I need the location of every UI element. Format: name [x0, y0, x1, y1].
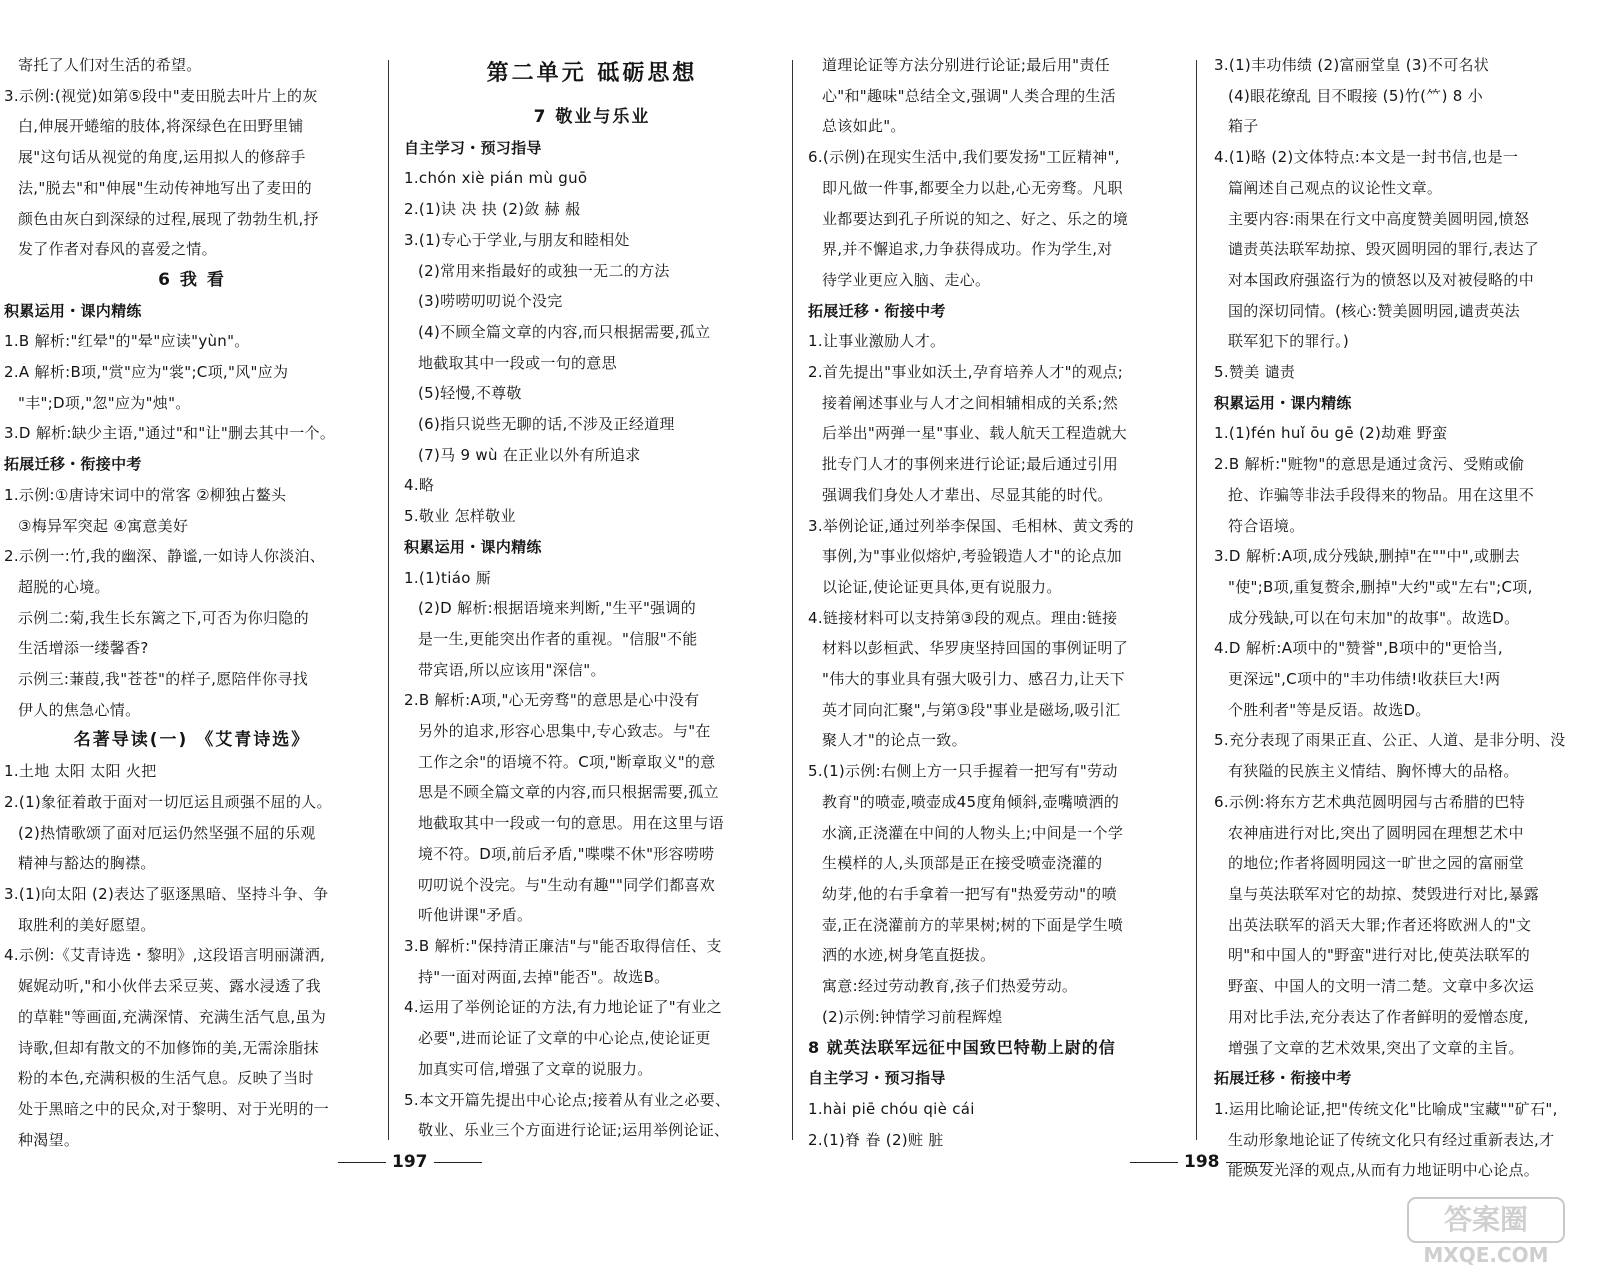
section-heading: 积累运用・课内精练	[404, 537, 542, 556]
answer-line: 出英法联军的滔天大罪;作者还将欧洲人的"文	[1228, 915, 1532, 934]
svg-text:MXQE.COM: MXQE.COM	[1423, 1243, 1549, 1267]
page-number-right: 198	[1124, 1152, 1280, 1172]
answer-line: 对本国政府强盗行为的愤怒以及对被侵略的中	[1228, 270, 1535, 289]
answer-line: 个胜利者"等是反语。故选D。	[1228, 700, 1431, 719]
answer-line: 2.B 解析:A项,"心无旁骛"的意思是心中没有	[404, 691, 700, 710]
section-heading: 积累运用・课内精练	[1214, 393, 1352, 412]
answer-line: 4.(1)略 (2)文体特点:本文是一封书信,也是一	[1214, 148, 1519, 167]
answer-line: 篇阐述自己观点的议论性文章。	[1228, 178, 1443, 197]
answer-line: 5.充分表现了雨果正直、公正、人道、是非分明、没	[1214, 731, 1566, 750]
answer-line: 符合语境。	[1228, 516, 1305, 535]
answer-line: 界,并不懈追求,力争获得成功。作为学生,对	[822, 240, 1113, 259]
watermark-logo	[1406, 1196, 1566, 1268]
answer-line: 聚人才"的论点一致。	[822, 731, 967, 750]
svg-text:答案圈: 答案圈	[1443, 1203, 1529, 1236]
answer-line: 6.(示例)在现实生活中,我们要发扬"工匠精神",	[808, 148, 1120, 167]
answer-line: 工作之余"的语境不符。C项,"断章取义"的意	[418, 752, 716, 771]
answer-line: 以论证,使论证更具体,更有说服力。	[822, 577, 1062, 596]
answer-line: 展"这句话从视觉的角度,运用拟人的修辞手	[18, 148, 306, 167]
answer-line: 幼芽,他的右手拿着一把写有"热爱劳动"的喷	[822, 884, 1117, 903]
answer-line: 3.B 解析:"保持清正廉洁"与"能否取得信任、支	[404, 936, 722, 955]
answer-line: "丰";D项,"忽"应为"烛"。	[18, 393, 191, 412]
answer-line: 思是不顾全篇文章的内容,而只根据需要,孤立	[418, 783, 719, 802]
answer-line: 壶,正在浇灌前方的苹果树;树的下面是学生喷	[822, 915, 1124, 934]
answer-line: (4)不顾全篇文章的内容,而只根据需要,孤立	[418, 322, 711, 341]
answer-line: (2)热情歌颂了面对厄运仍然坚强不屈的乐观	[18, 823, 316, 842]
answer-line: 更深远",C项中的"丰功伟绩!收获巨大!两	[1228, 670, 1501, 689]
answer-line: 3.(1)向太阳 (2)表达了驱逐黑暗、坚持斗争、争	[4, 884, 329, 903]
answer-line: 生动形象地论证了传统文化只有经过重新表达,才	[1228, 1130, 1555, 1149]
answer-line: 伊人的焦急心情。	[18, 700, 141, 719]
answer-line: 能焕发光泽的观点,从而有力地证明中心论点。	[1228, 1161, 1540, 1180]
answer-line: 强调我们身处人才辈出、尽显其能的时代。	[822, 485, 1113, 504]
answer-line: 精神与豁达的胸襟。	[18, 854, 156, 873]
answer-line: 用对比手法,充分表达了作者鲜明的爱憎态度,	[1228, 1007, 1529, 1026]
answer-line: 听他讲课"矛盾。	[418, 906, 533, 925]
answer-line: (3)唠唠叨叨说个没完	[418, 292, 563, 311]
answer-line: 5.赞美 谴责	[1214, 363, 1296, 382]
answer-line: 法,"脱去"和"伸展"生动传神地写出了麦田的	[18, 178, 312, 197]
answer-line: 接着阐述事业与人才之间相辅相成的关系;然	[822, 393, 1119, 412]
answer-line: 示例二:菊,我生长东篱之下,可否为你归隐的	[18, 608, 309, 627]
answer-line: 5.敬业 怎样敬业	[404, 507, 516, 526]
answer-line: 发了作者对春风的喜爱之情。	[18, 240, 217, 259]
answer-line: 事例,为"事业似熔炉,考验锻造人才"的论点加	[822, 547, 1122, 566]
column-divider	[792, 60, 793, 1140]
answer-line: 取胜利的美好愿望。	[18, 915, 156, 934]
answer-line: (2)常用来指最好的或独一无二的方法	[418, 261, 670, 280]
answer-line: 白,伸展开蜷缩的肢体,将深绿色在田野里铺	[18, 117, 304, 136]
answer-line: 境不符。D项,前后矛盾,"喋喋不休"形容唠唠	[418, 844, 715, 863]
answer-line: 5.本文开篇先提出中心论点;接着从有业之必要、	[404, 1090, 731, 1109]
answer-line: (6)指只说些无聊的话,不涉及正经道理	[418, 415, 675, 434]
answer-line: 1.运用比喻论证,把"传统文化"比喻成"宝藏""矿石",	[1214, 1099, 1558, 1118]
answer-line: 种渴望。	[18, 1130, 80, 1149]
answer-line: 待学业更应入脑、走心。	[822, 270, 991, 289]
answer-line: 5.(1)示例:右侧上方一只手握着一把写有"劳动	[808, 762, 1118, 781]
answer-line: 娓娓动听,"和小伙伴去采豆荚、露水浸透了我	[18, 977, 321, 996]
answer-line: 地截取其中一段或一句的意思。用在这里与语	[418, 814, 725, 833]
answer-line: ③梅异军突起 ④寓意美好	[18, 516, 189, 535]
answer-line: 业都要达到孔子所说的知之、好之、乐之的境	[822, 209, 1129, 228]
answer-line: 1.hài piē chóu qiè cái	[808, 1099, 975, 1118]
answer-line: 超脱的心境。	[18, 577, 110, 596]
answer-line: 3.D 解析:缺少主语,"通过"和"让"删去其中一个。	[4, 424, 336, 443]
answer-line: 明"和中国人的"野蛮"进行对比,使英法联军的	[1228, 946, 1531, 965]
answer-line: 1.示例:①唐诗宋词中的常客 ②柳独占鳌头	[4, 485, 287, 504]
answer-line: 3.(1)专心于学业,与朋友和睦相处	[404, 230, 630, 249]
answer-line: 批专门人才的事例来进行论证;最后通过引用	[822, 455, 1119, 474]
answer-line: 2.(1)脊 眷 (2)赃 脏	[808, 1130, 944, 1149]
answer-line: 道理论证等方法分别进行论证;最后用"责任	[822, 56, 1110, 74]
lesson-title: 第二单元 砥砺思想	[486, 61, 698, 86]
answer-line: 诗歌,但却有散文的不加修饰的美,无需涂脂抹	[18, 1038, 319, 1057]
column-divider	[1196, 60, 1197, 1140]
answer-line: 加真实可信,增强了文章的说服力。	[418, 1059, 653, 1078]
answer-line: 的地位;作者将圆明园这一旷世之园的富丽堂	[1228, 854, 1525, 873]
answer-line: 的草鞋"等画面,充满深情、充满生活气息,虽为	[18, 1007, 327, 1026]
answer-line: 心"和"趣味"总结全文,强调"人类合理的生活	[822, 86, 1116, 105]
answer-line: 4.示例:《艾青诗选・黎明》,这段语言明丽潇洒,	[4, 946, 326, 965]
answer-line: 材料以彭桓武、华罗庚坚持回国的事例证明了	[822, 639, 1129, 658]
answer-line: 颜色由灰白到深绿的过程,展现了勃勃生机,抒	[18, 209, 319, 228]
answer-line: 2.B 解析:"赃物"的意思是通过贪污、受贿或偷	[1214, 455, 1525, 474]
answer-line: 皇与英法联军对它的劫掠、焚毁进行对比,暴露	[1228, 884, 1540, 903]
answer-line: 4.运用了举例论证的方法,有力地论证了"有业之	[404, 998, 722, 1017]
answer-line: 主要内容:雨果在行文中高度赞美圆明园,愤怒	[1228, 209, 1530, 228]
answer-line: (2)示例:钟情学习前程辉煌	[822, 1007, 1003, 1026]
section-heading: 自主学习・预习指导	[808, 1069, 946, 1088]
answer-line: "使";B项,重复赘余,删掉"大约"或"左右";C项,	[1228, 577, 1533, 596]
answer-line: 农神庙进行对比,突出了圆明园在理想艺术中	[1228, 823, 1524, 842]
answer-line: 叨叨说个没完。与"生动有趣""同学们都喜欢	[418, 875, 715, 894]
answer-line: 2.A 解析:B项,"赏"应为"裳";C项,"风"应为	[4, 363, 289, 382]
column-3	[808, 50, 1186, 1149]
answer-line: 必要",进而论证了文章的中心论点,使论证更	[418, 1029, 711, 1048]
answer-line: 3.D 解析:A项,成分残缺,删掉"在""中",或删去	[1214, 547, 1520, 566]
answer-line: 教育"的喷壶,喷壶成45度角倾斜,壶嘴喷洒的	[822, 792, 1120, 811]
section-heading: 自主学习・预习指导	[404, 138, 542, 157]
answer-line: 后举出"两弹一星"事业、载人航天工程造就大	[822, 424, 1128, 443]
answer-line: 洒的水迹,树身笔直挺拔。	[822, 946, 996, 965]
lesson-title: 8 就英法联军远征中国致巴特勒上尉的信	[808, 1037, 1116, 1057]
section-heading: 积累运用・课内精练	[4, 301, 142, 320]
answer-line: 4.D 解析:A项中的"赞誉",B项中的"更恰当,	[1214, 639, 1503, 658]
section-heading: 拓展迁移・衔接中考	[808, 301, 946, 320]
answer-line: 4.链接材料可以支持第③段的观点。理由:链接	[808, 608, 1118, 627]
section-heading: 拓展迁移・衔接中考	[1214, 1069, 1352, 1088]
answer-line: (4)眼花缭乱 目不暇接 (5)竹(⺮) 8 小	[1228, 86, 1484, 105]
answer-line: 寄托了人们对生活的希望。	[18, 56, 202, 74]
column-divider	[388, 60, 389, 1140]
answer-line: 1.(1)tiáo 厮	[404, 568, 492, 587]
answer-line: 是一生,更能突出作者的重视。"信服"不能	[418, 629, 698, 648]
answer-line: 有狭隘的民族主义情结、胸怀博大的品格。	[1228, 762, 1519, 781]
answer-line: 2.示例一:竹,我的幽深、静谧,一如诗人你淡泊、	[4, 547, 326, 566]
answer-line: (2)D 解析:根据语境来判断,"生平"强调的	[418, 599, 697, 618]
answer-line: 处于黑暗之中的民众,对于黎明、对于光明的一	[18, 1099, 330, 1118]
answer-line: "伟大的事业具有强大吸引力、感召力,让天下	[822, 670, 1125, 689]
answer-line: 野蛮、中国人的文明一清二楚。文章中多次运	[1228, 977, 1535, 996]
answer-line: 带宾语,所以应该用"深信"。	[418, 660, 606, 679]
answer-line: 持"一面对两面,去掉"能否"。故选B。	[418, 967, 670, 986]
column-1	[4, 50, 380, 1149]
column-4	[1214, 50, 1596, 1180]
answer-line: 1.B 解析:"红晕"的"晕"应读"yùn"。	[4, 332, 250, 351]
answer-line: 总该如此"。	[822, 117, 906, 136]
answer-line: 联军犯下的罪行。)	[1228, 332, 1350, 351]
answer-line: 3.示例:(视觉)如第⑤段中"麦田脱去叶片上的灰	[4, 86, 318, 105]
answer-line: 1.土地 太阳 太阳 火把	[4, 762, 157, 781]
answer-line: 另外的追求,形容心思集中,专心致志。与"在	[418, 722, 711, 741]
answer-line: 敬业、乐业三个方面进行论证;运用举例论证、	[418, 1121, 730, 1140]
answer-line: 地截取其中一段或一句的意思	[418, 353, 617, 372]
answer-line: 国的深切同情。(核心:赞美圆明园,谴责英法	[1228, 301, 1520, 320]
column-2	[404, 50, 780, 1140]
answer-line: 箱子	[1228, 117, 1259, 136]
answer-line: 示例三:蒹葭,我"苍苍"的样子,愿陪伴你寻找	[18, 670, 308, 689]
lesson-title: 名著导读(一) 《艾青诗选》	[73, 730, 311, 751]
answer-line: 即凡做一件事,都要全力以赴,心无旁骛。凡职	[822, 178, 1123, 197]
answer-line: 2.(1)象征着敢于面对一切厄运且顽强不屈的人。	[4, 792, 332, 811]
answer-line: 3.举例论证,通过列举李保国、毛相林、黄文秀的	[808, 516, 1134, 535]
answer-line: 6.示例:将东方艺术典范圆明园与古希腊的巴特	[1214, 792, 1525, 811]
answer-line: 粉的本色,充满积极的生活气息。反映了当时	[18, 1069, 314, 1088]
answer-line: 寓意:经过劳动教育,孩子们热爱劳动。	[822, 977, 1078, 996]
page-number-left: 197	[332, 1152, 488, 1172]
answer-line: 成分残缺,可以在句末加"的故事"。故选D。	[1228, 608, 1520, 627]
answer-line: 英才同向汇聚",与第③段"事业是磁场,吸引汇	[822, 700, 1121, 719]
lesson-title: 7 敬业与乐业	[533, 107, 651, 127]
lesson-title: 6 我 看	[158, 269, 226, 290]
answer-line: 抢、诈骗等非法手段得来的物品。用在这里不	[1228, 485, 1535, 504]
answer-line: 1.让事业激励人才。	[808, 332, 946, 351]
answer-line: 生活增添一缕馨香?	[18, 639, 149, 658]
answer-line: 2.(1)诀 决 抉 (2)敛 赫 赧	[404, 200, 581, 219]
answer-line: (5)轻慢,不尊敬	[418, 384, 522, 403]
answer-line: (7)马 9 wù 在正业以外有所追求	[418, 445, 641, 464]
section-heading: 拓展迁移・衔接中考	[4, 455, 142, 474]
answer-line: 生模样的人,头顶部是正在接受喷壶浇灌的	[822, 854, 1103, 873]
answer-line: 增强了文章的艺术效果,突出了文章的主旨。	[1228, 1038, 1524, 1057]
answer-line: 水滴,正浇灌在中间的人物头上;中间是一个学	[822, 823, 1124, 842]
answer-line: 4.略	[404, 476, 435, 495]
answer-line: 谴责英法联军劫掠、毁灭圆明园的罪行,表达了	[1228, 240, 1540, 259]
answer-line: 2.首先提出"事业如沃土,孕育培养人才"的观点;	[808, 363, 1124, 382]
answer-line: 1.(1)fén huǐ ōu gē (2)劫难 野蛮	[1214, 424, 1448, 443]
answer-line: 1.chón xiè pián mù guō	[404, 169, 588, 188]
answer-line: 3.(1)丰功伟绩 (2)富丽堂皇 (3)不可名状	[1214, 56, 1490, 74]
